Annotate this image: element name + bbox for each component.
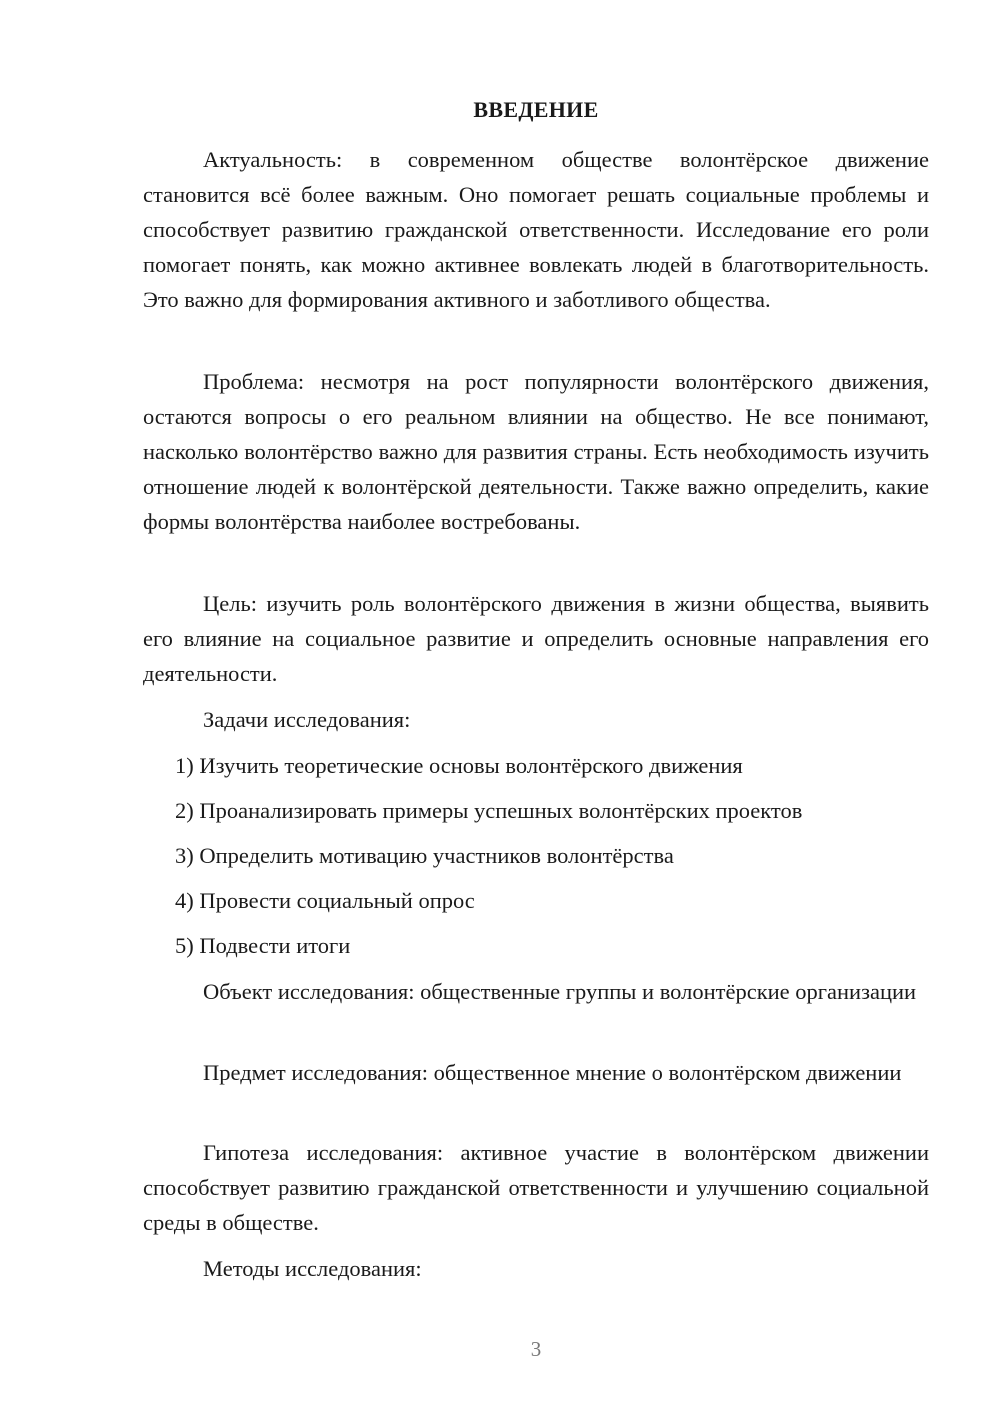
paragraph-problem: Проблема: несмотря на рост популярности волонтёрского движения, остаются вопросы о его реальном влиянии на общество. Не все понимают, насколько волонтёрство важно для развития страны. Есть необходимость изучить отношение людей к волонтёрской деятельности. Также важно определить, какие формы волонтёрства наиболее востребованы.: [143, 369, 929, 534]
methods-heading: Методы исследования:: [203, 1256, 422, 1281]
task-item: 3) Определить мотивацию участников волонтёрства: [175, 843, 674, 868]
paragraph-goal: Цель: изучить роль волонтёрского движения в жизни общества, выявить его влияние на социальное развитие и определить основные направления его деятельности.: [143, 591, 929, 686]
task-item: 2) Проанализировать примеры успешных волонтёрских проектов: [175, 798, 803, 823]
task-item: 5) Подвести итоги: [175, 933, 351, 958]
task-item: 4) Провести социальный опрос: [175, 888, 475, 913]
page-number: 3: [530, 1337, 542, 1361]
paragraph-relevance: Актуальность: в современном обществе волонтёрское движение становится всё более важным. Оно помогает решать социальные проблемы и способствует развитию гражданской ответственности. Исследование его роли помогает понять, как можно активнее вовлекать людей в благотворительность. Это важно для формирования активного и заботливого общества.: [143, 147, 929, 312]
paragraph-object: Объект исследования: общественные группы и волонтёрские организации: [203, 979, 917, 1004]
task-item: 1) Изучить теоретические основы волонтёрского движения: [175, 753, 743, 778]
tasks-heading: Задачи исследования:: [203, 707, 411, 732]
paragraph-subject: Предмет исследования: общественное мнение о волонтёрском движении: [203, 1060, 902, 1085]
paragraph-hypothesis: Гипотеза исследования: активное участие в волонтёрском движении способствует развитию гражданской ответственности и улучшению социальной среды в обществе.: [143, 1140, 929, 1235]
page-title: ВВЕДЕНИЕ: [473, 97, 599, 122]
